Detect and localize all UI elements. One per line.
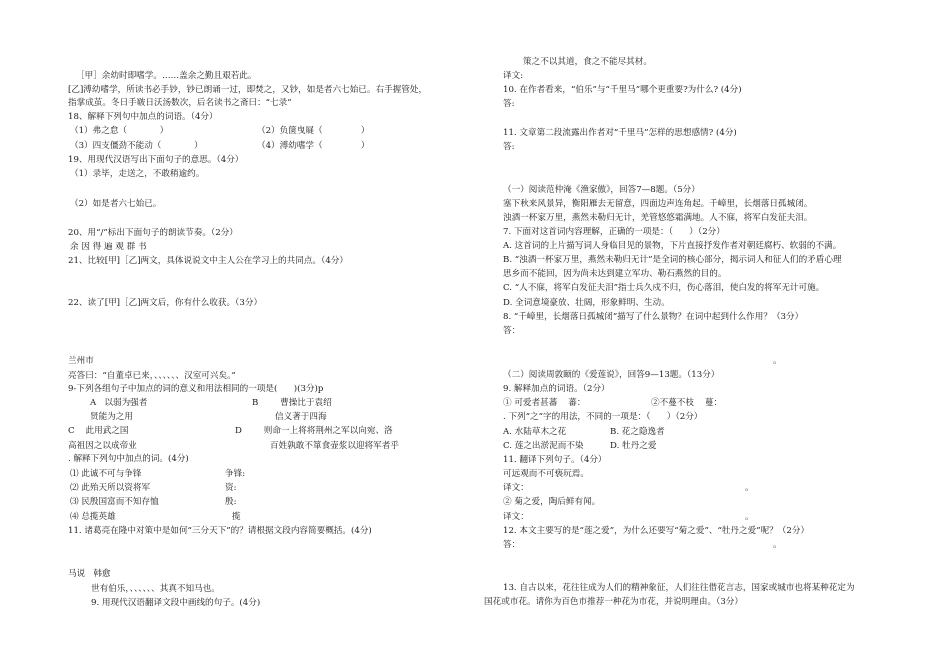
right-line: 。 — [773, 540, 782, 550]
left-line: 百姓孰敢不箪食壶浆以迎将军者乎 — [270, 441, 399, 451]
right-line: 。 — [745, 512, 754, 522]
left-line: 世有伯乐，、、、、、、其真不知马也。 — [91, 584, 220, 594]
right-line: 11. 翻译下列句子。（4分） — [503, 455, 607, 465]
left-line: （2）负箧曳屣（ ） — [257, 126, 370, 136]
left-line: 高祖因之以成帝业 — [68, 441, 137, 451]
left-line: [乙]溥幼嗜学，所读书必手钞，钞已朗诵一过，即焚之，又钞，如是者六七始已。右手握管处， — [68, 85, 428, 95]
left-line: 余 因 得 遍 观 群 书 — [70, 242, 147, 252]
left-line: 马说 韩愈 — [68, 569, 111, 579]
right-line: D. 全词意境豪放、壮阔，形象鲜明、生动。 — [503, 298, 670, 308]
right-line: 12. 本文主要写的是“莲之爱”，为什么还要写“菊之爱”、“牡丹之爱”呢？（2分） — [503, 526, 810, 536]
right-line: 策之不以其道，食之不能尽其材。 — [523, 57, 652, 67]
right-line: 。 — [773, 356, 782, 366]
left-line: （1）录毕，走送之，不敢稍逾约。 — [70, 169, 205, 179]
left-line: 19、用现代汉语写出下面句子的意思。（4分） — [68, 155, 244, 165]
right-line: ②不蔓不枝 蔓： — [651, 398, 723, 408]
left-line: 22、读了[甲]［乙]两文后，你有什么收获。（3分） — [68, 298, 263, 308]
right-line: 11. 文章第二段流露出作者对“千里马”怎样的思想感情? (4分) — [503, 128, 737, 138]
left-line: 信义著于四海 — [275, 412, 327, 422]
right-line: ① 可爱者甚蕃 蕃： — [503, 398, 586, 408]
left-line: A 以弱为强者 — [90, 398, 148, 408]
left-line: 20、用“/”标出下面句子的朗读节奏。（2分） — [68, 228, 238, 238]
right-line: 7. 下面对这首词内容理解，正确的一项是：（ ）（2分） — [503, 227, 725, 237]
right-line: 10. 在作者看来，“伯乐”与“千里马”哪个更重要?为什么? (4分) — [503, 85, 742, 95]
right-line: 可远观而不可亵玩焉。 — [503, 469, 589, 479]
left-line: 揽 — [232, 512, 241, 522]
left-line: （1）弗之怠（ ） — [70, 126, 169, 136]
right-line: 答: — [503, 99, 515, 109]
left-line: 9. 用现代汉语翻译文段中画线的句子。(4分) — [91, 598, 261, 608]
left-line: 21、比较[甲]［乙]两文，具体说说文中主人公在学习上的共同点。（4分） — [68, 256, 348, 266]
right-line: 答： — [503, 326, 521, 336]
right-line: 塞下秋来风景异，衡阳雁去无留意，四面边声连角起。千嶂里，长烟落日孤城闭。 — [503, 199, 813, 209]
left-line: 11. 诸葛亮在隆中对策中是如何“三分天下”的？请根据文段内容简要概括。(4分) — [68, 526, 372, 536]
right-line: 9. 解释加点的词语。（2分） — [503, 384, 610, 394]
left-line: ⑵ 此殆天所以资将军 — [70, 483, 151, 493]
right-line: D. 牡丹之爱 — [610, 441, 657, 451]
left-line: 9-下列各组句子中加点的词的意义和用法相同的一项是( )(3分)p — [68, 384, 324, 394]
left-line: （2）如是者六七始已。 — [70, 199, 162, 209]
right-line: （二）阅读周敦颐的《爱莲说》，回答9—13题。（13分） — [503, 370, 720, 380]
right-line: （一）阅读范仲淹《渔家傲》，回答7—8题。（5分） — [503, 185, 700, 195]
left-line: 贤能为之用 — [90, 412, 133, 422]
right-line: 。 — [745, 483, 754, 493]
right-line: 译文: — [503, 71, 524, 81]
right-line: 答： — [503, 540, 521, 550]
right-line: A. 水陆草木之花 — [503, 427, 567, 437]
left-line: 18、解释下列句中加点的词语。（4分） — [68, 112, 218, 122]
right-line: 译文： — [503, 483, 529, 493]
left-line: 资: — [225, 483, 237, 493]
left-line: 争锋: — [225, 469, 246, 479]
right-line: C. 莲之出淤泥而不染 — [503, 441, 584, 451]
right-line: 答: — [503, 142, 515, 152]
left-line: ⑴ 此诚不可与争锋 — [70, 469, 142, 479]
left-line: 兰州市 — [68, 356, 94, 366]
right-line: 译文： — [503, 512, 529, 522]
left-line: . 解释下列句中加点的词。(4分) — [68, 454, 189, 464]
right-line: B. 花之隐逸者 — [610, 427, 665, 437]
left-line: 指掌成茧。冬日手皲日沃汤数次，后名读书之斋曰：“七录” — [68, 98, 292, 108]
right-line: 8. “千嶂里，长烟落日孤城闭”描写了什么景物？在词中起到什么作用？（3分） — [503, 312, 804, 322]
left-line: B 曹操比于袁绍 — [252, 398, 332, 408]
left-line: 亮答曰：“自董卓已来，、、、、、、汉室可兴矣。” — [68, 371, 236, 381]
left-line: ⑷ 总揽英雄 — [70, 512, 116, 522]
left-line: D 则命一上将将荆州之军以向宛、洛 — [235, 426, 393, 436]
right-line: 浊酒一杯家万里，燕然未勒归无计，羌管悠悠霜满地。人不寐，将军白发征夫泪。 — [503, 213, 813, 223]
right-line: C. “人不寐，将军白发征夫泪”指士兵久戍不归，伤心落泪，使白发的将军无计可施。 — [503, 283, 825, 293]
left-line: （3）四支僵劲不能动（ ） — [70, 141, 203, 151]
right-line: 国花或市花。请你为百色市推荐一种花为市花，并说明理由。（3分） — [484, 597, 743, 607]
right-line: ② 菊之爱，陶后鲜有闻。 — [503, 497, 601, 507]
right-line: . 下列“之”字的用法，不同的一项是：（ ）（2分） — [503, 412, 703, 422]
left-line: （4）溥幼嗜学（ ） — [257, 141, 370, 151]
left-line: 殷: — [225, 497, 237, 507]
left-line: ［甲］余幼时即嗜学。……盖余之勤且艰若此。 — [76, 71, 257, 81]
right-line: 思乡而不能回，因为尚未达到建立军功、勒石燕然的目的。 — [503, 269, 727, 279]
left-line: ⑶ 民殷国富而不知存恤 — [70, 497, 159, 507]
right-line: 13. 自古以来，花往往成为人们的精神象征，人们往往借花言志，国家或城市也将某种花定为 — [503, 583, 855, 593]
left-line: C 此用武之国 — [68, 426, 129, 436]
right-line: A. 这首词的上片描写词人身临目见的景物，下片直接抒发作者对朝廷腐朽、软弱的不满。 — [503, 241, 842, 251]
right-line: B. “浊酒一杯家万里，燕然未勒归无计”是全词的核心部分，揭示词人和征人们的矛盾心理 — [503, 255, 842, 265]
